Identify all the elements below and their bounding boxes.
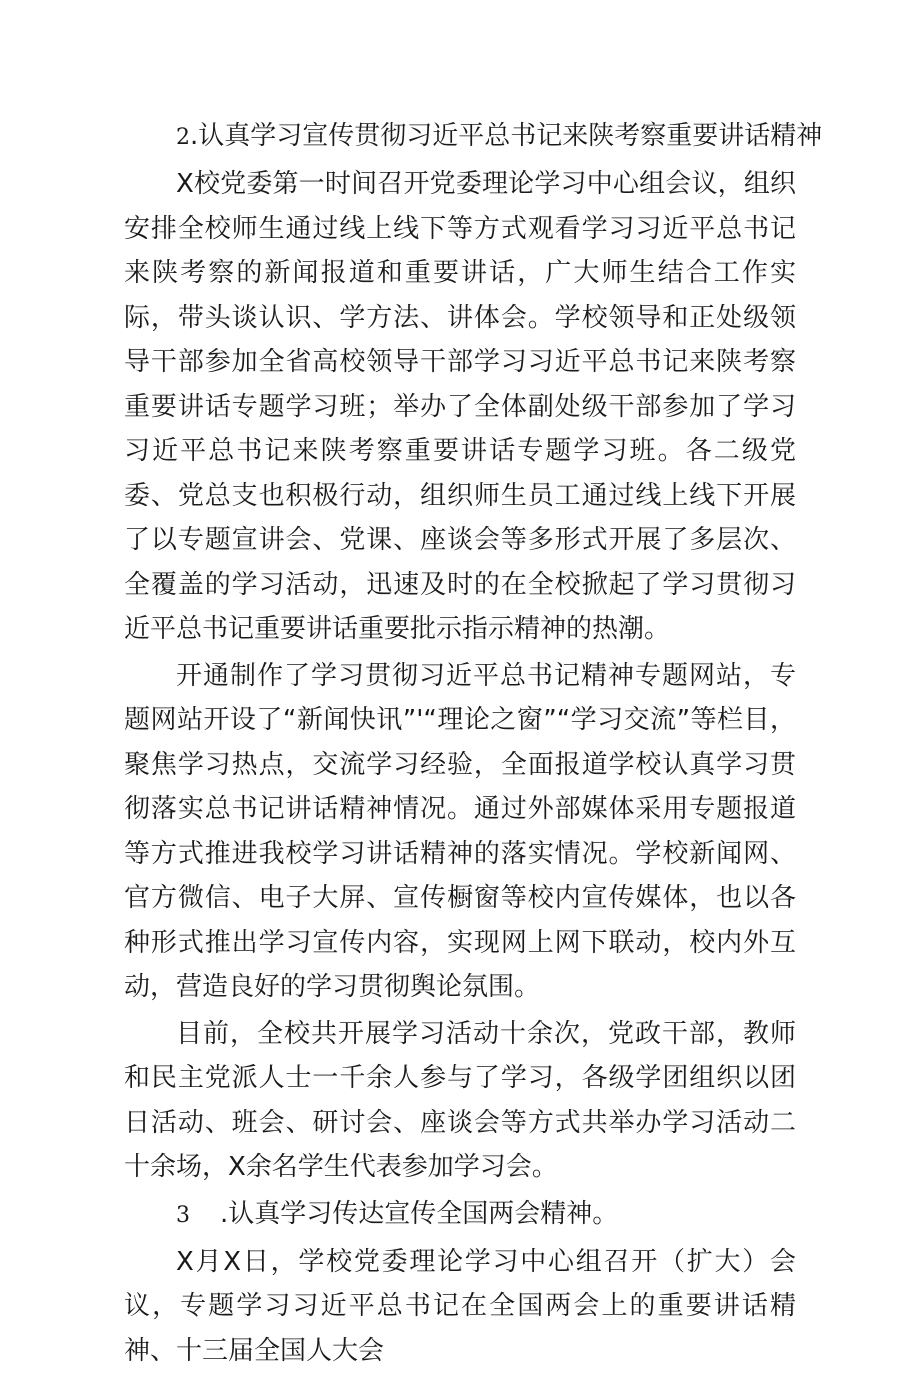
section-number: 2 <box>176 125 190 150</box>
section-heading-2 <box>124 114 823 158</box>
paragraph: 目前，全校共开展学习活动十余次，党政干部，教师和民主党派人士一千余人参与了学习，各级学团组织以团日活动、班会、研讨会、座谈会等方式共举办学习活动二十余场，X余名学生代表参加学习会。 <box>124 1018 796 1182</box>
document-body <box>124 114 823 1375</box>
paragraph: X月X日，学校党委理论学习中心组召开（扩大）会议，专题学习习近平总书记在全国两会上的重要讲话精神、十三届全国人大会 <box>124 1246 796 1366</box>
section-heading-3 <box>124 1192 796 1236</box>
section-title: .认真学习宣传贯彻习近平总书记来陕考察重要讲话精神 <box>190 121 823 151</box>
paragraph: 开通制作了学习贯彻习近平总书记精神专题网站，专题网站开设了“新闻快讯”'“理论之窗”“学习交流”等栏目，聚焦学习热点，交流学习经验，全面报道学校认真学习贯彻落实总书记讲话精神情况。通过外部媒体采用专题报道等方式推进我校学习讲话精神的落实情况。学校新闻网、官方微信、电子大屏、宣传橱窗等校内宣传媒体，也以各种形式推出学习宣传内容，实现网上网下联动，校内外互动，营造良好的学习贯彻舆论氛围。 <box>124 660 796 1002</box>
section-title: .认真学习传达宣传全国两会精神。 <box>220 1198 619 1229</box>
paragraph: X校党委第一时间召开党委理论学习中心组会议，组织安排全校师生通过线上线下等方式观看学习习近平总书记来陕考察的新闻报道和重要讲话，广大师生结合工作实际，带头谈认识、学方法、讲体会。学校领导和正处级领导干部参加全省高校领导干部学习习近平总书记来陕考察重要讲话专题学习班；举办了全体副处级干部参加了学习习近平总书记来陕考察重要讲话专题学习班。各二级党委、党总支也积极行动，组织师生员工通过线上线下开展了以专题宣讲会、党课、座谈会等多形式开展了多层次、全覆盖的学习活动，迅速及时的在全校掀起了学习贯彻习近平总书记重要讲话重要批示指示精神的热潮。 <box>124 169 796 644</box>
section-number: 3 <box>176 1202 190 1228</box>
